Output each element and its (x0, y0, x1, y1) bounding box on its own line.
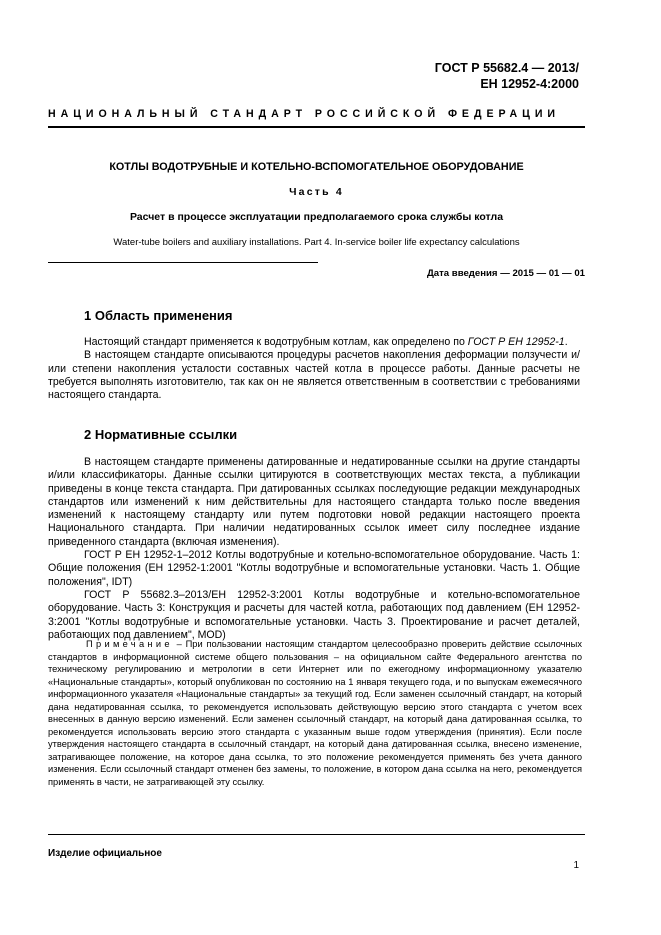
section-1-heading: 1 Область применения (84, 308, 233, 323)
footer-divider (48, 834, 585, 835)
section-1-p1-text: Настоящий стандарт применяется к водотрубным котлам, как определено по (84, 336, 468, 348)
note-block (48, 638, 582, 788)
note-text: – При пользовании настоящим стандартом целесообразно проверить действие ссылочных стандартов в информационной системе общего пользования – на официальном сайте Федерального агентства по техническому регулированию и метрологии в сети Интернет или по ежегодному информационному указателю «Национальные стандарты», который опубликован по состоянию на 1 января текущего года, и по выпускам ежемесячного информационного указателя «Национальные стандарты» за текущий год. Если заменен ссылочный стандарт, на который дана недатированная ссылка, то рекомендуется использовать действующую версию этого стандарта с учетом всех внесенных в данную версию изменений. Если заменен ссылочный стандарт, на который дана датированная ссылка, то рекомендуется использовать версию этого стандарта с указанным выше годом утверждения (принятия). Если после утверждения настоящего стандарта в ссылочный стандарт, на который дана датированная ссылка, внесено изменение, затрагивающее положение, на которое дана ссылка, то это положение рекомендуется применять без учета данного изменения. Если ссылочный стандарт отменен без замены, то положение, в котором дана ссылка на него, рекомендуется применять в части, не затрагивающей эту ссылку. (48, 639, 582, 787)
section-2-body (48, 456, 580, 642)
header-divider (48, 126, 585, 128)
standard-code-line2: ЕН 12952-4:2000 (480, 77, 579, 91)
gost-reference-link: ГОСТ Р ЕН 12952-1 (467, 336, 565, 348)
part-label: Часть 4 (289, 186, 344, 198)
english-title: Water-tube boilers and auxiliary installations. Part 4. In-service boiler life expectancy calculations (113, 237, 520, 248)
section-2-paragraph-3: ГОСТ Р 55682.3–2013/ЕН 12952-3:2001 Котлы водотрубные и котельно-вспомогательное оборудование. Часть 3: Конструкция и расчеты для частей котла, работающих под давлением (ЕН 12952-3:2001 "Котлы водотрубные и вспомогательные установки. Часть 3. Проектирование и расчет деталей, работающих под давлением", MOD) (48, 588, 580, 641)
section-2-paragraph-1: В настоящем стандарте применены датированные и недатированные ссылки на другие стандарты и/или классификаторы. Данные ссылки цитируются в соответствующих местах текста, а публикации приведены в конце текста стандарта. При датированных ссылках последующие редакции международных стандартов или изменений к ним действительны для настоящего стандарта только после введения изменений к настоящему стандарту или путем подготовки новой редакции настоящего проекта Национального стандарта. При наличии недатированных ссылок имеет силу последнее издание приведенного стандарта (включая изменения). (48, 456, 580, 548)
national-standard-banner: НАЦИОНАЛЬНЫЙ СТАНДАРТ РОССИЙСКОЙ ФЕДЕРАЦИИ (48, 108, 560, 120)
section-1-paragraph-2: В настоящем стандарте описываются процедуры расчетов накопления деформации ползучести и/или степени накопления усталости составных частей котла в процессе работы. Данные расчеты не требуется выполнять изготовителю, так как он не является ответственным в соответствии с требованиями настоящего стандарта. (48, 349, 580, 402)
section-2-paragraph-2: ГОСТ Р ЕН 12952-1–2012 Котлы водотрубные и котельно-вспомогательное оборудование. Часть 1: Общие положения (ЕН 12952-1:2001 "Котлы водотрубные и вспомогательные установки. Часть 1. Общие положения", IDT) (48, 549, 580, 588)
introduction-date: Дата введения — 2015 — 01 — 01 (426, 268, 585, 279)
document-subtitle: Расчет в процессе эксплуатации предполагаемого срока службы котла (129, 211, 504, 223)
title-divider (48, 262, 318, 263)
document-title: КОТЛЫ ВОДОТРУБНЫЕ И КОТЕЛЬНО-ВСПОМОГАТЕЛЬНОЕ ОБОРУДОВАНИЕ (109, 161, 524, 173)
page-number: 1 (573, 860, 579, 871)
section-1-paragraph-1 (48, 336, 580, 349)
standard-code-line1: ГОСТ Р 55682.4 — 2013/ (434, 61, 579, 75)
standard-code (435, 60, 579, 92)
note-label: Примечание (86, 639, 173, 649)
section-1-p1-end: . (564, 336, 568, 348)
section-2-heading: 2 Нормативные ссылки (84, 427, 238, 442)
official-edition-label: Изделие официальное (48, 848, 162, 859)
section-1-body (48, 336, 580, 402)
